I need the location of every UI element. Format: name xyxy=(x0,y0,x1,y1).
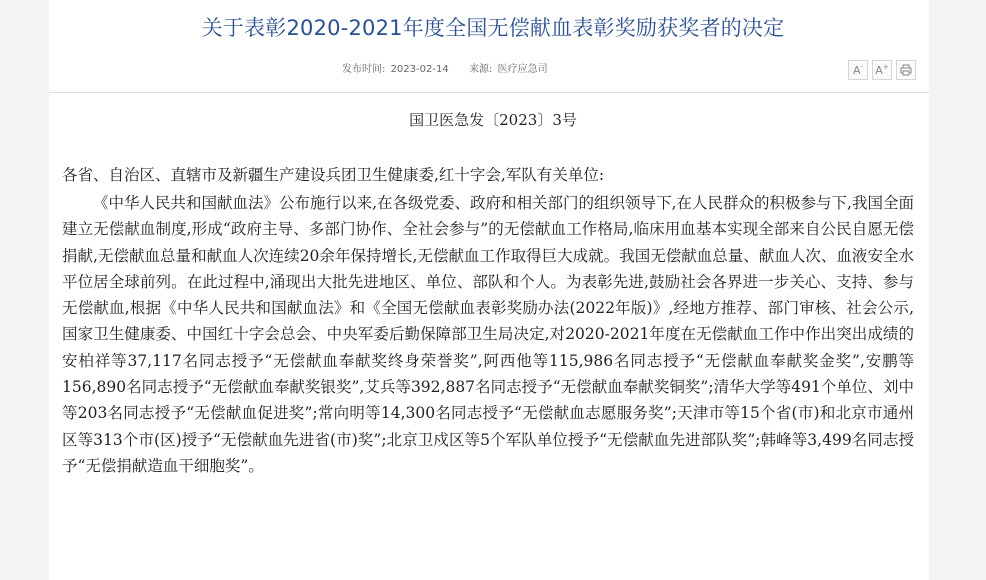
increase-font-button[interactable]: A + xyxy=(872,60,892,80)
source-name: 医疗应急司 xyxy=(497,64,548,75)
article-tools xyxy=(848,60,916,80)
decrease-font-button[interactable]: A - xyxy=(848,60,868,80)
print-icon xyxy=(900,64,912,76)
body-paragraph: 《中华人民共和国献血法》公布施行以来,在各级党委、政府和相关部门的组织领导下,在人民群众的积极参与下,我国全面建立无偿献血制度,形成“政府主导、多部门协作、全社会参与”的无偿献血工作格局,临床用血基本实现全部来自公民自愿无偿捐献,无偿献血总量和献血人次连续20余年保持增长,无偿献血工作取得巨大成就。我国无偿献血总量、献血人次、血液安全水平位居全球前列。在此过程中,涌现出大批先进地区、单位、部队和个人。为表彰先进,鼓励社会各界进一步关心、支持、参与无偿献血,根据《中华人民共和国献血法》和《全国无偿献血表彰奖励办法(2022年版)》,经地方推荐、部门审核、社会公示,国家卫生健康委、中国红十字会总会、中央军委后勤保障部卫生局决定,对2020-2021年度在无偿献血工作中作出突出成绩的安柏祥等37,117名同志授予“无偿献血奉献奖终身荣誉奖”,阿西他等115,986名同志授予“无偿献血奉献奖金奖”,安鹏等156,890名同志授予“无偿献血奉献奖银奖”,艾兵等392,887名同志授予“无偿献血奉献奖铜奖”;清华大学等491个单位、刘中等203名同志授予“无偿献血促进奖”;常向明等14,300名同志授予“无偿献血志愿服务奖”;天津市等15个省(市)和北京市通州区等313个市(区)授予“无偿献血先进省(市)奖”;北京卫戍区等5个军队单位授予“无偿献血先进部队奖”;韩峰等3,499名同志授予“无偿捐献造血干细胞奖”。 xyxy=(62,194,914,475)
article-title: 关于表彰2020-2021年度全国无偿献血表彰奖励获奖者的决定 xyxy=(201,16,785,40)
source-label: 来源: xyxy=(469,64,493,75)
article-meta xyxy=(342,60,550,75)
document-number: 国卫医急发〔2023〕3号 xyxy=(409,111,577,129)
salutation: 各省、自治区、直辖市及新疆生产建设兵团卫生健康委,红十字会,军队有关单位: xyxy=(62,166,605,184)
header-divider xyxy=(49,92,929,93)
print-button[interactable] xyxy=(896,60,916,80)
publish-date: 2023-02-14 xyxy=(390,64,449,75)
date-label: 发布时间: xyxy=(342,64,386,75)
